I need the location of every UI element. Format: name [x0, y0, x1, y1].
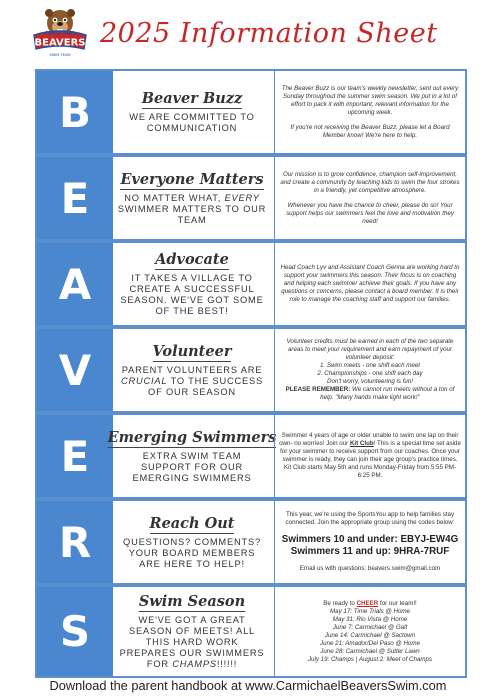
row-everyone-matters — [35, 155, 467, 241]
description-paragraph: If you're not receiving the Beaver Buzz, please let a Board Member know! We're here to help. — [290, 123, 450, 139]
meet-item: June 28: Carmichael @ Sutter Lawn — [320, 647, 420, 655]
description-paragraph: Volunteer credits must be earned in each of the two separate areas to meet your requirement and earn repayment of your volunteer deposit: — [286, 338, 454, 361]
row-subtitle: WE'VE GOT A GREAT SEASON OF MEETS! ALL THIS HARD WORK PREPARES OUR SWIMMERS FOR CHAMPS!!!!!! — [119, 615, 265, 669]
row-heading-block — [117, 587, 267, 676]
remember-note: PLEASE REMEMBER: We cannot run meets without a ton of help. "Many hands make light work!" — [285, 386, 455, 401]
letter-cell — [37, 501, 113, 583]
logo-top-text: CARMICHAEL — [44, 30, 76, 36]
group-code-11-up: Swimmers 11 and up: 9HRA-7RUF — [290, 546, 450, 557]
row-heading: Swim Season — [138, 593, 246, 610]
row-subtitle: PARENT VOLUNTEERS ARE CRUCIAL TO THE SUCCESS OF OUR SEASON — [120, 364, 264, 397]
cheer-line: Be ready to CHEER for our team!! — [323, 599, 417, 607]
row-subtitle: NO MATTER WHAT, EVERY SWIMMER MATTERS TO OUR TEAM — [117, 192, 267, 225]
cheer-word: CHEER — [356, 599, 379, 607]
row-heading: Everyone Matters — [120, 170, 264, 188]
beaver-logo — [30, 5, 90, 61]
row-description — [274, 501, 465, 583]
row-subtitle: EXTRA SWIM TEAM SUPPORT FOR OUR EMERGING SWIMMERS — [132, 450, 252, 483]
row-heading-block — [117, 501, 267, 583]
row-heading-block — [107, 415, 277, 497]
row-subtitle: WE ARE COMMITTED TO COMMUNICATION — [129, 112, 255, 133]
row-letter: E — [60, 431, 90, 481]
letter-cell — [37, 415, 113, 497]
row-subtitle: IT TAKES A VILLAGE TO CREATE A SUCCESSFUL SEASON. WE'VE GOT SOME OF THE BEST! — [120, 273, 264, 316]
row-volunteer — [35, 327, 467, 413]
letter-cell — [37, 157, 113, 239]
header — [0, 0, 496, 64]
row-heading: Advocate — [155, 251, 229, 268]
meet-item: July 19: Champs | August 2: Meet of Champs — [307, 655, 433, 663]
meet-item: May 17: Time Trials @ Home — [329, 607, 411, 615]
meet-item: June 21: Amador/Del Paso @ Home — [320, 639, 420, 647]
row-heading: Volunteer — [152, 342, 232, 360]
row-letter: S — [59, 607, 91, 656]
letter-cell — [37, 587, 113, 676]
row-reach-out — [35, 499, 467, 585]
row-description — [274, 329, 465, 411]
group-code-under-10: Swimmers 10 and under: EBYJ-EW4G — [281, 534, 459, 545]
letter-cell — [37, 71, 113, 153]
description-paragraph: Swimmer 4 years of age or older unable to swim one lap on their own- no worries! Join our Kit Club! This is a special time set aside for your swimmer to receive support from our coaches. Once your swimmer is ready, they can join their age group's practice times. Kit Club starts May 5th and runs Monday-Friday from 5:55 PM-6:25 PM. — [279, 432, 461, 479]
logo-main-text: BEAVERS — [34, 37, 86, 49]
row-description — [274, 587, 465, 676]
row-letter: R — [58, 517, 92, 567]
volunteer-item: Don't worry, volunteering is fun! — [326, 378, 413, 385]
row-heading: Emerging Swimmers — [107, 428, 277, 446]
meet-item: June 14: Carmichael @ Sactown — [324, 631, 416, 639]
row-letter: B — [58, 87, 91, 137]
volunteer-item: 2. Championships - one shift each day — [317, 370, 423, 377]
remember-label: PLEASE REMEMBER: — [285, 386, 351, 393]
row-heading-block — [117, 329, 267, 411]
row-heading-block — [117, 71, 267, 153]
row-emerging-swimmers — [35, 413, 467, 499]
row-heading: Beaver Buzz — [141, 90, 243, 107]
letter-cell — [37, 243, 113, 325]
page-title: 2025 Information Sheet — [100, 18, 438, 49]
meet-item: May 31: Rio Vista @ Home — [332, 615, 408, 623]
logo-sub-text: SWIM TEAM — [49, 53, 71, 57]
row-subtitle: QUESTIONS? COMMENTS? YOUR BOARD MEMBERS ARE HERE TO HELP! — [123, 536, 261, 569]
row-description — [274, 71, 465, 153]
row-swim-season — [35, 585, 467, 678]
kit-club-link: Kit Club — [349, 440, 374, 447]
description-paragraph: Head Coach Lyv and Assistant Coach Genna are working hard to support your swimmers this season. Their focus is on coaching and helping each swimmer achieve their goals. If you have any questions or concerns, please contact a board member. It is their role to manage the coaching staff and support our families. — [280, 264, 460, 303]
row-letter: V — [58, 345, 92, 395]
row-letter: E — [60, 173, 90, 223]
meet-item: June 7: Carmichael @ Galt — [332, 623, 408, 631]
footer-handbook-text: Download the parent handbook at www.CarmichaelBeaversSwim.com — [49, 678, 447, 693]
row-advocate — [35, 241, 467, 327]
row-description — [274, 243, 465, 325]
row-beaver-buzz — [35, 69, 467, 155]
row-heading-block — [117, 157, 267, 239]
row-heading: Reach Out — [149, 514, 235, 532]
description-paragraph: Whenever you have the chance to cheer, please do so! Your support helps our swimmers feel the love and motivation they need! — [286, 201, 454, 225]
contact-email[interactable]: Email us with questions: beavers.swim@gmail.com — [299, 565, 441, 572]
row-description — [274, 157, 465, 239]
description-paragraph: The Beaver Buzz is our team's weekly newsletter, sent out every Sunday throughout the summer swim season. We put in a lot of effort to pack it with important, relevant information for the upcoming week. — [281, 84, 459, 116]
row-description — [274, 415, 465, 497]
volunteer-item: 1. Swim meets - one shift each meet — [319, 362, 421, 369]
row-heading-block — [117, 243, 267, 325]
description-paragraph: Our mission is to grow confidence, champion self-improvement, and create a community by teaching kids to swim the four strokes in a friendly, yet competitive atmosphere. — [280, 170, 460, 194]
description-paragraph: This year, we're using the SportsYou app to help families stay connected. Join the appropriate group using the codes below: — [285, 511, 455, 526]
row-letter: A — [58, 259, 92, 309]
letter-cell — [37, 329, 113, 411]
